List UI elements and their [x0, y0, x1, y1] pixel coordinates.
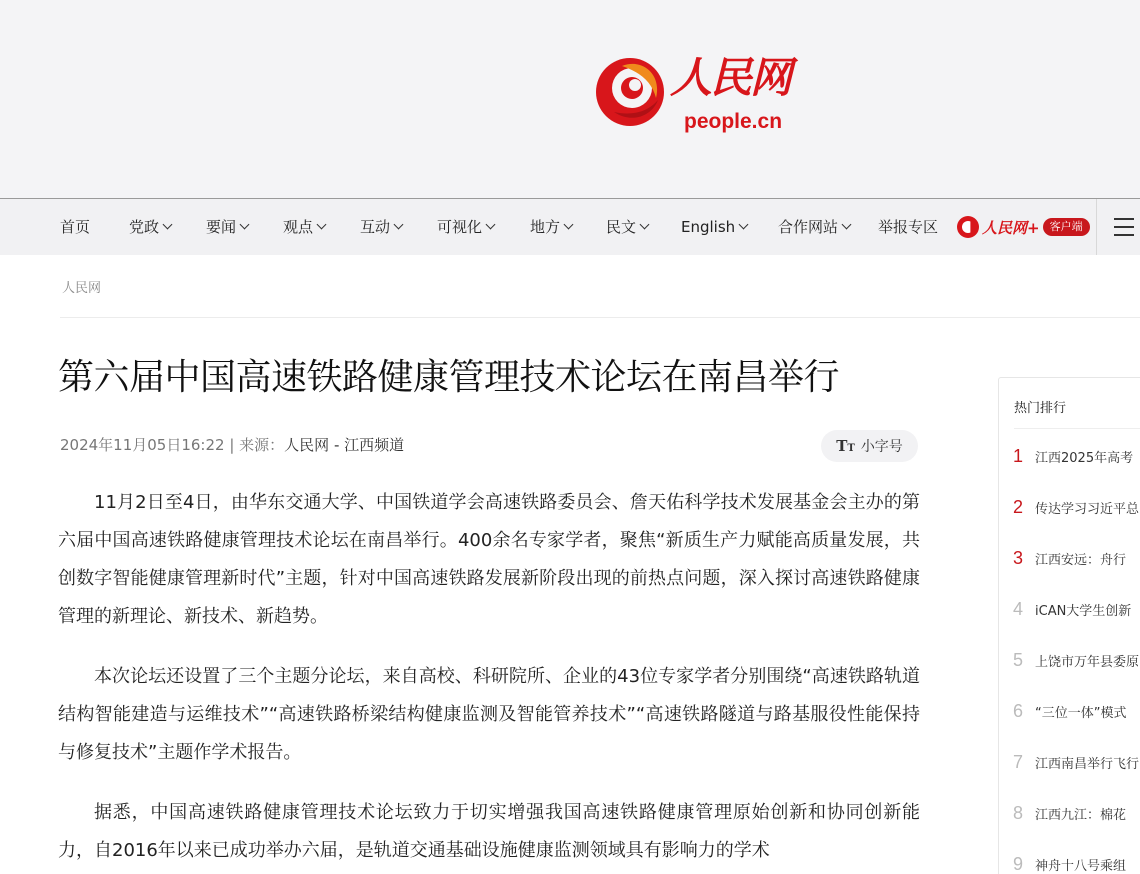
app-name: 人民网+: [982, 218, 1040, 237]
ranking-item[interactable]: [1013, 749, 1139, 775]
rank-title: iCAN大学生创新: [1035, 603, 1132, 619]
rank-number: 3: [1013, 547, 1024, 568]
nav-label: 首页: [60, 218, 91, 236]
source-link[interactable]: 人民网 - 江西频道: [284, 436, 405, 454]
rank-number: 9: [1013, 853, 1024, 874]
article-meta: [60, 434, 404, 456]
rank-number: 1: [1013, 445, 1024, 466]
publish-date: 2024年11月05日16:22: [60, 436, 225, 454]
main-nav: [0, 199, 1140, 255]
article-paragraph: 本次论坛还设置了三个主题分论坛，来自高校、科研院所、企业的43位专家学者分别围绕“高速铁路轨道结构智能建造与运维技术”“高速铁路桥梁结构健康监测及智能管养技术”“高速铁路隧道与路基服役性能保持与修复技术”主题作学术报告。: [58, 666, 920, 763]
nav-label: English: [681, 218, 736, 236]
text-size-icon: TT: [836, 437, 855, 455]
rank-number: 4: [1013, 598, 1024, 619]
people-logo-icon: [592, 52, 668, 128]
nav-item-partners[interactable]: [778, 199, 850, 255]
nav-item-news[interactable]: [206, 199, 248, 255]
nav-item-ethnic[interactable]: [606, 199, 648, 255]
font-size-label: 小字号: [860, 439, 903, 455]
rank-number: 2: [1013, 496, 1024, 517]
nav-label: 可视化: [437, 218, 483, 236]
nav-item-opinion[interactable]: [283, 199, 325, 255]
hot-ranking-sidebar: [998, 377, 1140, 874]
rank-number: 5: [1013, 649, 1024, 670]
chevron-down-icon: [739, 220, 749, 230]
nav-item-home[interactable]: [60, 199, 90, 255]
app-badge: 客户端: [1043, 218, 1090, 236]
ranking-item[interactable]: [1013, 800, 1126, 826]
ranking-item[interactable]: [1013, 494, 1139, 520]
nav-divider: [1096, 199, 1097, 255]
rank-title: 江西九江：棉花: [1035, 807, 1127, 823]
nav-item-interact[interactable]: [360, 199, 402, 255]
rank-number: 7: [1013, 751, 1024, 772]
chevron-down-icon: [240, 220, 250, 230]
nav-label: 互动: [360, 218, 391, 236]
ranking-item[interactable]: [1013, 698, 1126, 724]
article-paragraph: 11月2日至4日，由华东交通大学、中国铁道学会高速铁路委员会、詹天佑科学技术发展基金会主办的第六届中国高速铁路健康管理技术论坛在南昌举行。400余名专家学者，聚焦“新质生产力赋能高质量发展，共创数字智能健康管理新时代”主题，针对中国高速铁路发展新阶段出现的前热点问题，深入探讨高速铁路健康管理的新理论、新技术、新趋势。: [58, 492, 920, 627]
rank-title: 江西安远：舟行: [1035, 552, 1127, 568]
article-paragraph: 据悉，中国高速铁路健康管理技术论坛致力于切实增强我国高速铁路健康管理原始创新和协同创新能力，自2016年以来已成功举办六届，是轨道交通基础设施健康监测领域具有影响力的学术: [58, 802, 920, 861]
article-body: [58, 484, 920, 874]
nav-item-report[interactable]: [878, 199, 938, 255]
site-header: [0, 0, 1140, 199]
nav-label: 党政: [129, 218, 160, 236]
chevron-down-icon: [163, 220, 173, 230]
chevron-down-icon: [842, 220, 852, 230]
rank-number: 8: [1013, 802, 1024, 823]
breadcrumb[interactable]: 人民网: [62, 281, 102, 296]
nav-item-party[interactable]: [129, 199, 171, 255]
nav-item-local[interactable]: [530, 199, 572, 255]
chevron-down-icon: [394, 220, 404, 230]
sidebar-divider: [1014, 428, 1140, 429]
logo-text-domain: people.cn: [684, 110, 783, 133]
nav-label: 地方: [530, 218, 561, 236]
chevron-down-icon: [317, 220, 327, 230]
rank-title: “三位一体”模式: [1035, 705, 1127, 721]
ranking-item[interactable]: [1013, 647, 1139, 673]
hamburger-menu-icon[interactable]: [1114, 218, 1134, 236]
people-logo[interactable]: [592, 52, 822, 136]
chevron-down-icon: [564, 220, 574, 230]
ranking-item[interactable]: [1013, 596, 1131, 622]
people-app-icon: [957, 216, 979, 238]
sidebar-title: 热门排行: [1014, 401, 1067, 416]
rank-title: 上饶市万年县委原: [1035, 654, 1140, 670]
rank-title: 传达学习习近平总: [1035, 501, 1140, 517]
rank-title: 江西南昌举行飞行: [1035, 756, 1140, 772]
nav-label: 合作网站: [778, 218, 839, 236]
logo-text-cn: 人民网: [670, 53, 791, 102]
nav-item-english[interactable]: [681, 199, 747, 255]
ranking-item[interactable]: [1013, 851, 1126, 874]
chevron-down-icon: [640, 220, 650, 230]
font-size-button[interactable]: [821, 430, 918, 462]
rank-title: 神舟十八号乘组: [1035, 858, 1127, 874]
source-label: | 来源：: [224, 436, 285, 454]
nav-label: 举报专区: [878, 218, 939, 236]
app-client-link[interactable]: [957, 215, 1090, 239]
breadcrumb-divider: [60, 317, 1140, 318]
rank-title: 江西2025年高考: [1035, 450, 1134, 466]
article-title: 第六届中国高速铁路健康管理技术论坛在南昌举行: [58, 357, 840, 398]
nav-item-visual[interactable]: [437, 199, 494, 255]
ranking-item[interactable]: [1013, 443, 1133, 469]
nav-label: 观点: [283, 218, 314, 236]
rank-number: 6: [1013, 700, 1024, 721]
ranking-item[interactable]: [1013, 545, 1126, 571]
nav-label: 要闻: [206, 218, 237, 236]
chevron-down-icon: [486, 220, 496, 230]
nav-label: 民文: [606, 218, 637, 236]
